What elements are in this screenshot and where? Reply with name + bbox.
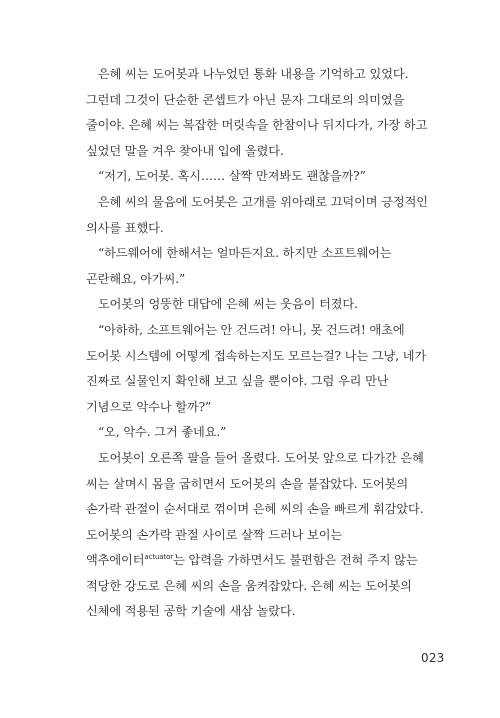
paragraph-6-dialogue: “아하하, 소프트웨어는 안 건드려! 아니, 못 건드려! 애초에 도어봇 시스템에 어떻게 접속하는지도 모르는걸? 나는 그냥, 네가 진짜로 실물인지 확인해 보고 싶을 뿐이야. 그럼 우리 만난 기념으로 악수나 할까?” bbox=[86, 322, 427, 414]
paragraph-4-dialogue: “하드웨어에 한해서는 얼마든지요. 하지만 소프트웨어는 곤란해요, 아가씨.” bbox=[86, 246, 392, 286]
paragraph-8-text-start: 도어봇이 오른쪽 팔을 들어 올렸다. 도어봇 앞으로 다가간 은혜 씨는 살며시 몸을 굽히면서 도어봇의 손을 붙잡았다. 도어봇의 손가락 관절이 순서대로 꺾이며 은혜 씨의 손을 빠르게 휘감았다. 도어봇의 손가락 관절 사이로 살짝 드러나 보이는 액추에이터 bbox=[86, 450, 424, 568]
page-number: 023 bbox=[421, 651, 445, 665]
paragraph-5: 도어봇의 엉뚱한 대답에 은혜 씨는 웃음이 터졌다. bbox=[98, 297, 358, 312]
paragraph-7-dialogue: “오, 악수. 그거 좋네요.” bbox=[98, 425, 227, 440]
body-text bbox=[86, 62, 436, 625]
actuator-superscript: actuator bbox=[144, 553, 174, 562]
paragraph-8-text-end: 는 압력을 가하면서도 불편함은 전혀 주지 않는 적당한 강도로 은혜 씨의 손을 움켜잡았다. 은혜 씨는 도어봇의 신체에 적용된 공학 기술에 새삼 놀랐다. bbox=[86, 553, 418, 619]
paragraph-3: 은혜 씨의 물음에 도어봇은 고개를 위아래로 끄덕이며 긍정적인 의사를 표했다. bbox=[86, 194, 428, 235]
paragraph-1: 은혜 씨는 도어봇과 나누었던 통화 내용을 기억하고 있었다. 그런데 그것이 단순한 콘셉트가 아닌 문자 그대로의 의미였을 줄이야. 은혜 씨는 복잡한 머릿속을 한참이나 뒤지다가, 가장 하고 싶었던 말을 겨우 찾아내 입에 올렸다. bbox=[86, 67, 428, 158]
paragraph-8 bbox=[86, 446, 436, 625]
paragraph-2-dialogue: “저기, 도어봇. 혹시…… 살짝 만져봐도 괜찮을까?” bbox=[98, 169, 366, 184]
